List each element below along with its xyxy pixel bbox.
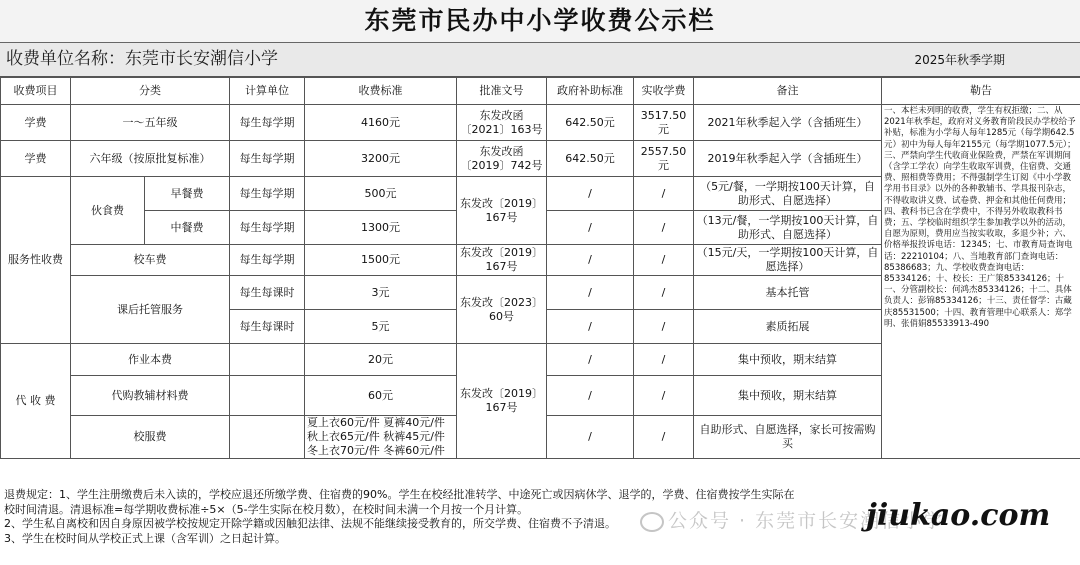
cell-unit: 每生每学期 bbox=[230, 141, 305, 177]
cell-category: 校车费 bbox=[71, 245, 230, 276]
cell-remark: 集中预收，期末结算 bbox=[694, 376, 882, 416]
header-subsidy: 政府补助标准 bbox=[547, 78, 634, 105]
cell-actual: / bbox=[634, 177, 694, 211]
header-row bbox=[1, 78, 1080, 105]
cell-category: 一～五年级 bbox=[71, 105, 230, 141]
cell-subsidy: / bbox=[547, 376, 634, 416]
header-remark: 备注 bbox=[694, 78, 882, 105]
cell-standard: 60元 bbox=[305, 376, 457, 416]
cell-standard: 20元 bbox=[305, 344, 457, 376]
cell-category: 校服费 bbox=[71, 416, 230, 459]
unit-name: 收费单位名称：东莞市长安潮信小学 bbox=[6, 49, 278, 69]
cell-actual: / bbox=[634, 416, 694, 459]
header-notice: 勒告 bbox=[882, 78, 1080, 105]
cell-standard: 3元 bbox=[305, 276, 457, 310]
cell-remark: 2021年秋季起入学（含插班生） bbox=[694, 105, 882, 141]
cell-subsidy: 642.50元 bbox=[547, 105, 634, 141]
cell-actual: / bbox=[634, 211, 694, 245]
fee-table bbox=[0, 77, 1080, 459]
cell-subsidy: / bbox=[547, 245, 634, 276]
cell-remark: 基本托管 bbox=[694, 276, 882, 310]
cell-standard: 1300元 bbox=[305, 211, 457, 245]
notice-text: 一、本栏未列明的收费，学生有权拒缴；二、从2021年秋季起，政府对义务教育阶段民办学校给予补贴，标准为小学每人每年1285元（每学期642.5元）初中为每人每年2155元（每学期1077.5元）；三、严禁向学生代收商业保险费，严禁在军训期间（含学工学农）向学生收取军训费，住宿费、交通费、照相费等费用；不得强制学生订阅《中小学教学用书目录》以外的各种教辅书、学具报刊杂志，不得收取讲义费、试卷费、押金和其他任何费用；四、教科书已含在学费中，不得另外收取教科书费；五、学校临时组织学生参加教学以外的活动，自愿为原则，费用应当按实收取，多退少补；六、价格举报投诉电话：12345；七、市教育局查询电话：22210104；八、当地教育部门查询电话：85386683；九、学校收费查询电话：85334126；十、校长：王广策85334126；十一、分管副校长：何鸿杰85334126；十二、具体负责人：彭锦85334126；十三、责任督学：古藏庆85531500；十四、教育管理中心联系人：郑学明、张俏娟85533913-490 bbox=[882, 105, 1080, 459]
cell-actual: / bbox=[634, 344, 694, 376]
refund-line: 3、学生在校时间从学校正式上课（含军训）之日起计算。 bbox=[4, 531, 286, 545]
cell-category: 作业本费 bbox=[71, 344, 230, 376]
cell-approval: 东发改〔2019〕167号 bbox=[457, 245, 547, 276]
cell-subsidy: / bbox=[547, 276, 634, 310]
refund-line: 校时间清退。清退标准=每学期收费标准÷5×（5-学生实际在校月数），在校时间未满一个月按一个月计算。 bbox=[4, 502, 529, 516]
cell-actual: 3517.50元 bbox=[634, 105, 694, 141]
cell-subsidy: / bbox=[547, 310, 634, 344]
cell-remark: 素质拓展 bbox=[694, 310, 882, 344]
header-item: 收费项目 bbox=[1, 78, 71, 105]
cell-unit: 每生每学期 bbox=[230, 245, 305, 276]
header-standard: 收费标准 bbox=[305, 78, 457, 105]
refund-line: 退费规定：1、学生注册缴费后未入读的，学校应退还所缴学费、住宿费的90%。学生在校经批准转学、中途死亡或因病休学、退学的，学费、住宿费按学生实际在 bbox=[4, 488, 795, 501]
term-label: 2025年秋季学期 bbox=[914, 53, 1005, 67]
cell-standard: 500元 bbox=[305, 177, 457, 211]
cell-remark: （15元/天，一学期按100天计算，自愿选择） bbox=[694, 245, 882, 276]
cell-remark: （13元/餐，一学期按100天计算，自助形式、自愿选择） bbox=[694, 211, 882, 245]
cell-approval: 东发改函〔2021〕163号 bbox=[457, 105, 547, 141]
cell-standard: 4160元 bbox=[305, 105, 457, 141]
page-title: 东莞市民办中小学收费公示栏 bbox=[0, 0, 1080, 43]
cell-remark: 2019年秋季起入学（含插班生） bbox=[694, 141, 882, 177]
cell-subsidy: / bbox=[547, 211, 634, 245]
cell-unit: 每生每课时 bbox=[230, 310, 305, 344]
cell-approval: 东发改函〔2019〕742号 bbox=[457, 141, 547, 177]
watermark-text: 公众号 · 东莞市长安潮信小学 bbox=[668, 510, 945, 532]
cell-standard: 5元 bbox=[305, 310, 457, 344]
uniform-price-cell bbox=[305, 416, 457, 459]
uniform-price-autumn: 秋上衣65元/件 秋裤45元/件 bbox=[307, 430, 445, 443]
header-category: 分类 bbox=[71, 78, 230, 105]
cell-unit: 每生每学期 bbox=[230, 211, 305, 245]
cell-remark: 集中预收，期末结算 bbox=[694, 344, 882, 376]
cell-actual: / bbox=[634, 245, 694, 276]
cell-subsidy: / bbox=[547, 177, 634, 211]
cell-unit bbox=[230, 344, 305, 376]
cell-category: 早餐费 bbox=[145, 177, 230, 211]
cell-approval: 东发改〔2019〕167号 bbox=[457, 177, 547, 245]
cell-unit: 每生每学期 bbox=[230, 105, 305, 141]
cell-actual: / bbox=[634, 310, 694, 344]
refund-line: 2、学生私自离校和因自身原因被学校按规定开除学籍或因触犯法律、法规不能继续接受教育的，所交学费、住宿费不予清退。 bbox=[4, 517, 616, 530]
cell-actual: 2557.50元 bbox=[634, 141, 694, 177]
table-row bbox=[1, 105, 1080, 141]
cell-approval: 东发改〔2019〕167号 bbox=[457, 344, 547, 459]
wechat-icon bbox=[640, 512, 664, 532]
service-fee-label: 服务性收费 bbox=[1, 177, 71, 344]
header-unit: 计算单位 bbox=[230, 78, 305, 105]
cell-category: 中餐费 bbox=[145, 211, 230, 245]
cell-subsidy: / bbox=[547, 344, 634, 376]
header-approval: 批准文号 bbox=[457, 78, 547, 105]
header-actual: 实收学费 bbox=[634, 78, 694, 105]
cell-unit bbox=[230, 376, 305, 416]
cell-category: 六年级（按原批复标准） bbox=[71, 141, 230, 177]
after-school-care-label: 课后托管服务 bbox=[71, 276, 230, 344]
agency-fee-label: 代 收 费 bbox=[1, 344, 71, 459]
uniform-price-winter: 冬上衣70元/件 冬裤60元/件 bbox=[307, 444, 445, 457]
cell-standard: 3200元 bbox=[305, 141, 457, 177]
cell-item: 学费 bbox=[1, 105, 71, 141]
cell-item: 学费 bbox=[1, 141, 71, 177]
cell-actual: / bbox=[634, 376, 694, 416]
unit-header bbox=[0, 43, 1080, 77]
cell-unit: 每生每课时 bbox=[230, 276, 305, 310]
cell-subsidy: / bbox=[547, 416, 634, 459]
cell-unit: 每生每学期 bbox=[230, 177, 305, 211]
uniform-price-summer: 夏上衣60元/件 夏裤40元/件 bbox=[307, 416, 445, 429]
cell-subsidy: 642.50元 bbox=[547, 141, 634, 177]
meal-fee-label: 伙食费 bbox=[71, 177, 145, 245]
cell-actual: / bbox=[634, 276, 694, 310]
cell-approval: 东发改〔2023〕60号 bbox=[457, 276, 547, 344]
cell-remark: （5元/餐，一学期按100天计算，自助形式、自愿选择） bbox=[694, 177, 882, 211]
cell-remark: 自助形式、自愿选择，家长可按需购买 bbox=[694, 416, 882, 459]
cell-standard: 1500元 bbox=[305, 245, 457, 276]
cell-unit bbox=[230, 416, 305, 459]
cell-category: 代购教辅材料费 bbox=[71, 376, 230, 416]
site-logo: jiukao.com bbox=[866, 498, 1051, 533]
